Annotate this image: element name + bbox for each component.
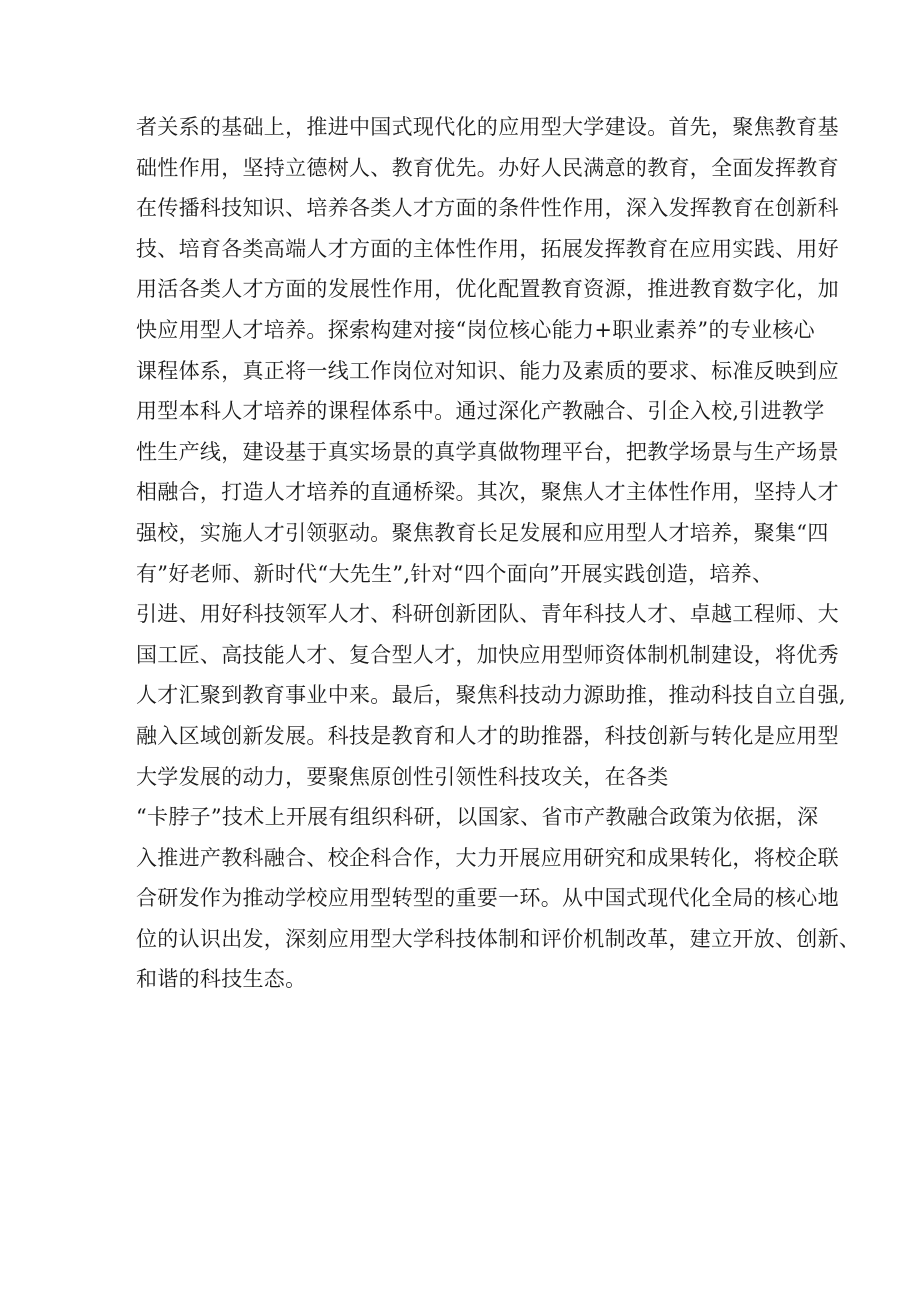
text-line-17: 大学发展的动力，要聚焦原创性引领性科技攻关，在各类 [136,764,669,789]
text-line-19: 入推进产教科融合、校企科合作，大力开展应用研究和成果转化，将校企联 [136,845,839,870]
text-line-1: 者关系的基础上，推进中国式现代化的应用型大学建设。首先，聚焦教育基 [136,115,839,139]
text-line-4: 技、培育各类高端人才方面的主体性作用，拓展发挥教育在应用实践、用好 [136,236,839,261]
text-line-12: 有”好老师、新时代“大先生”,针对“四个面向”开展实践创造，培养、 [136,561,774,586]
text-line-10: 相融合，打造人才培养的直通桥梁。其次，聚焦人才主体性作用，坚持人才 [136,480,839,505]
text-line-21: 位的认识出发，深刻应用型大学科技体制和评价机制改革，建立开放、创新、 [136,926,861,951]
text-line-5: 用活各类人才方面的发展性作用，优化配置教育资源，推进教育数字化，加 [136,277,839,302]
text-line-15: 人才汇聚到教育事业中来。最后，聚焦科技动力源助推，推动科技自立自强, [136,683,846,708]
text-line-6: 快应用型人才培养。探索构建对接“岗位核心能力+职业素养”的专业核心 [136,317,815,342]
text-line-18: “卡脖子”技术上开展有组织科研，以国家、省市产教融合政策为依据，深 [136,805,819,830]
text-line-22: 和谐的科技生态。 [136,967,307,992]
text-line-3: 在传播科技知识、培养各类人才方面的条件性作用，深入发挥教育在创新科 [136,196,839,221]
text-line-7: 课程体系，真正将一线工作岗位对知识、能力及素质的要求、标准反映到应 [136,358,839,383]
text-line-13: 引进、用好科技领军人才、科研创新团队、青年科技人才、卓越工程师、大 [136,602,839,627]
text-line-2: 础性作用，坚持立德树人、教育优先。办好人民满意的教育，全面发挥教育 [136,155,839,180]
text-line-8: 用型本科人才培养的课程体系中。通过深化产教融合、引企入校,引进教学 [136,399,825,424]
text-line-20: 合研发作为推动学校应用型转型的重要一环。从中国式现代化全局的核心地 [136,886,839,911]
body-paragraph [136,107,861,1000]
text-line-14: 国工匠、高技能人才、复合型人才，加快应用型师资体制机制建设，将优秀 [136,642,839,667]
text-line-11: 强校，实施人才引领驱动。聚焦教育长足发展和应用型人才培养，聚集“四 [136,520,829,545]
text-line-9: 性生产线，建设基于真实场景的真学真做物理平台，把教学场景与生产场景 [136,439,839,464]
text-line-16: 融入区域创新发展。科技是教育和人才的助推器，科技创新与转化是应用型 [136,723,839,748]
